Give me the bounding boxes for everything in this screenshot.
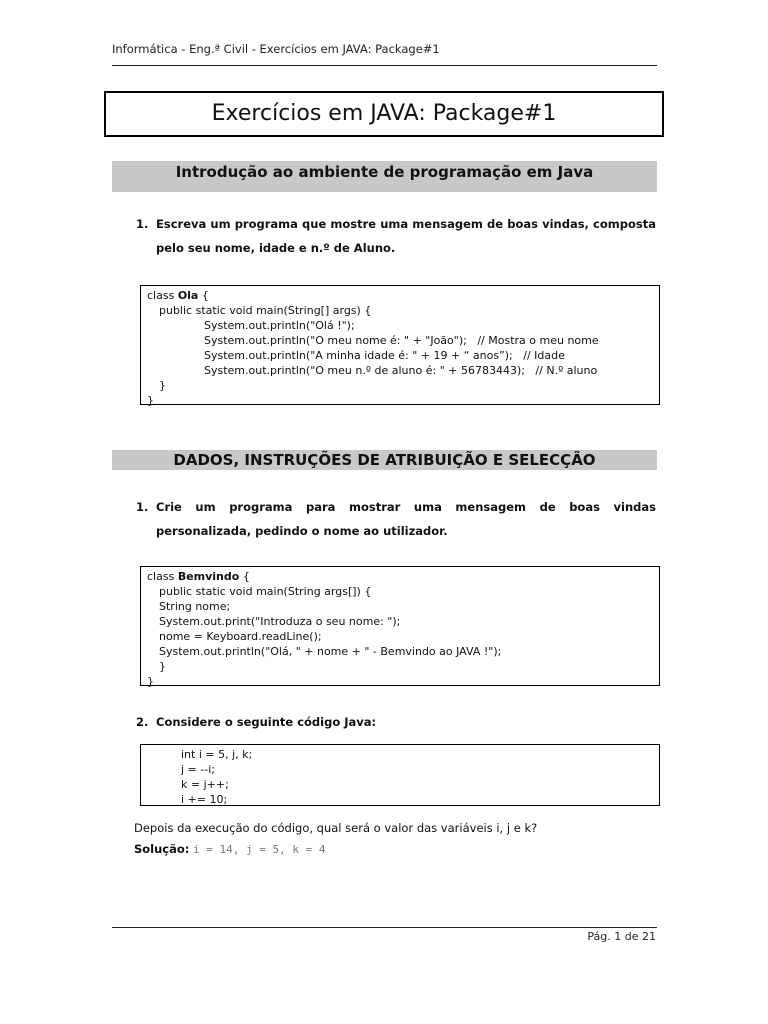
code-line: i += 10; [181, 793, 228, 806]
exercise-number: 1. [136, 500, 149, 514]
code-line: k = j++; [181, 778, 229, 791]
code-line: j = --i; [181, 763, 215, 776]
solution [134, 842, 326, 856]
class-name: Bemvindo [177, 570, 240, 583]
code-line: } [147, 394, 154, 407]
class-name: Ola [177, 289, 199, 302]
code-line: } [159, 379, 166, 392]
code-line: } [159, 660, 166, 673]
footer-rule [112, 927, 657, 928]
code-line-class: class Ola { [147, 289, 209, 302]
code-line: System.out.println("A minha idade é: " + 19 + “ anos”); // Idade [204, 349, 565, 362]
code-line: String nome; [159, 600, 231, 613]
exercise-number: 2. [136, 715, 149, 729]
exercise-1-dados [136, 495, 656, 543]
exercise-text: Crie um programa para mostrar uma mensagem de boas vindas personalizada, pedindo o nome ao utilizador. [156, 500, 656, 538]
code-block-bemvindo [140, 566, 660, 686]
header-rule [112, 65, 657, 66]
exercise-text: Escreva um programa que mostre uma mensagem de boas vindas, composta pelo seu nome, idade e n.º de Aluno. [156, 217, 656, 255]
code-line: System.out.println("Olá, " + nome + " - Bemvindo ao JAVA !"); [159, 645, 502, 658]
code-line: System.out.print("Introduza o seu nome: "); [159, 615, 401, 628]
exercise-text: Considere o seguinte código Java: [156, 715, 377, 729]
page-number: Pág. 1 de 21 [587, 930, 656, 943]
question-text: Depois da execução do código, qual será o valor das variáveis i, j e k? [134, 821, 538, 835]
solution-value: i = 14, j = 5, k = 4 [193, 843, 326, 856]
code-line: public static void main(String args[]) { [159, 585, 372, 598]
code-block-variables [140, 744, 660, 806]
exercise-2-dados [136, 710, 656, 734]
document-title: Exercícios em JAVA: Package#1 [104, 91, 664, 137]
code-block-ola [140, 285, 660, 405]
code-line: nome = Keyboard.readLine(); [159, 630, 322, 643]
code-line: public static void main(String[] args) { [159, 304, 372, 317]
code-line: System.out.println("Olá !"); [204, 319, 355, 332]
code-line: int i = 5, j, k; [181, 748, 253, 761]
code-line: } [147, 675, 154, 688]
section-heading-intro: Introdução ao ambiente de programação em Java [112, 161, 657, 192]
section-heading-dados: DADOS, INSTRUÇÕES DE ATRIBUIÇÃO E SELECÇÃO [112, 450, 657, 470]
exercise-number: 1. [136, 217, 149, 231]
code-line-class: class Bemvindo { [147, 570, 250, 583]
code-line: System.out.println("O meu n.º de aluno é: " + 56783443); // N.º aluno [204, 364, 598, 377]
exercise-1-intro [136, 212, 656, 260]
code-line: System.out.println("O meu nome é: " + "João"); // Mostra o meu nome [204, 334, 599, 347]
solution-label: Solução: [134, 842, 190, 856]
document-header: Informática - Eng.ª Civil - Exercícios em JAVA: Package#1 [112, 42, 440, 56]
